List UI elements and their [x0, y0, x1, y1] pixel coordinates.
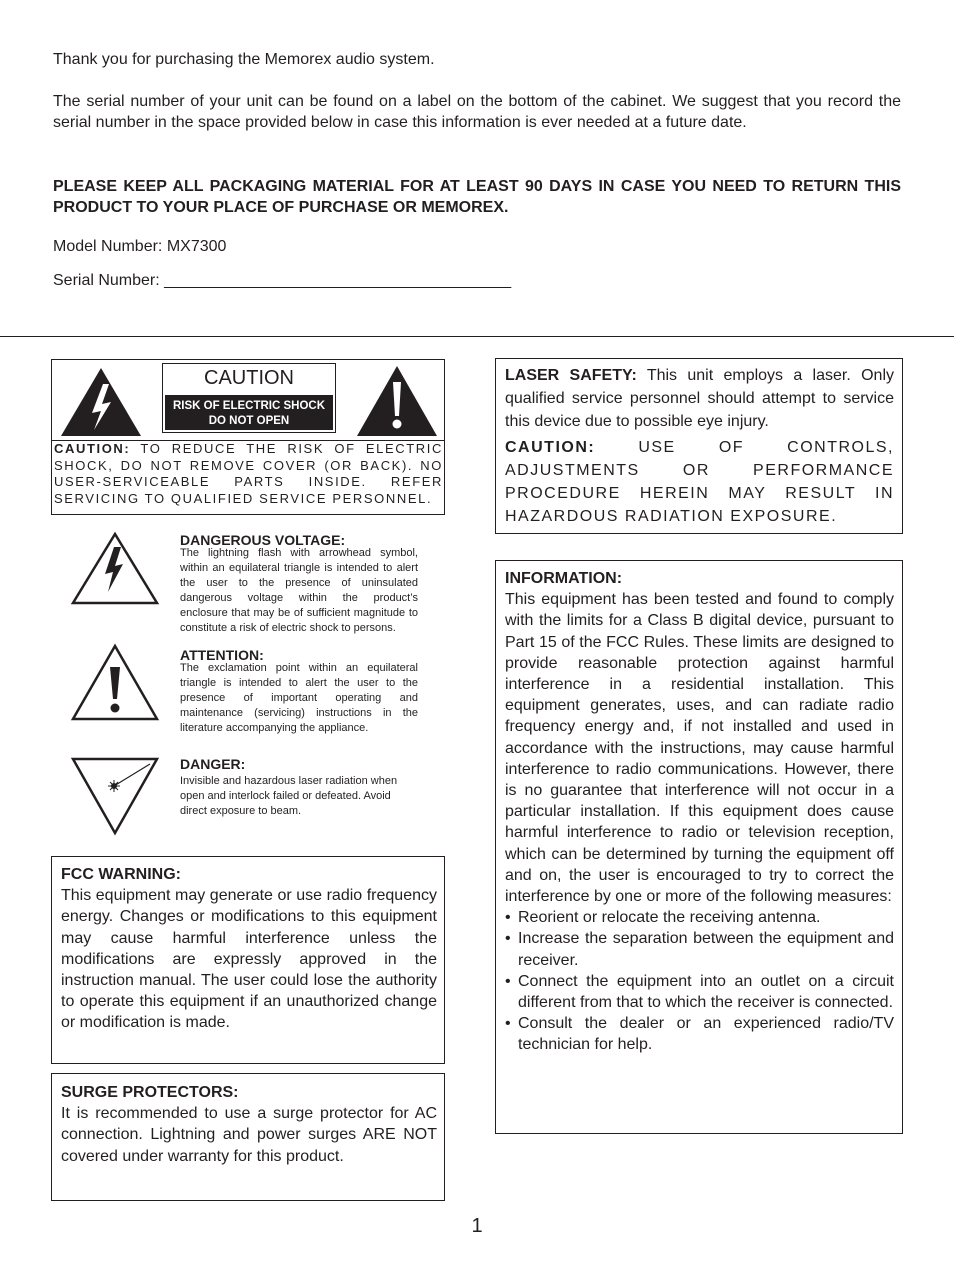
serial-number-label: Serial Number:	[53, 272, 160, 289]
surge-text: It is recommended to use a surge protector for AC connection. Lightning and power surges ARE NOT covered under warranty for this product.	[61, 1105, 437, 1165]
shock-warning-line2: DO NOT OPEN	[208, 415, 290, 427]
intro-serial-note: The serial number of your unit can be found on a label on the bottom of the cabinet. We suggest that you record the serial number in the space provided below in case this information is ever needed at a future date.	[53, 93, 901, 131]
bullet-glyph: •	[505, 909, 511, 927]
laser-caution	[505, 436, 894, 528]
caution-title: CAUTION	[204, 367, 294, 389]
list-item: • Reorient or relocate the receiving antenna.	[505, 907, 894, 928]
dangerous-voltage-heading: DANGEROUS VOLTAGE:	[180, 532, 346, 548]
fcc-warning-box	[51, 856, 445, 1064]
laser-safety-heading: LASER SAFETY:	[505, 367, 637, 384]
danger-text: Invisible and hazardous laser radiation when open and interlock failed or defeated. Avoid direct exposure to beam.	[180, 775, 398, 817]
fcc-warning-content	[61, 864, 437, 1034]
bullet-glyph: •	[505, 972, 511, 990]
intro-thanks: Thank you for purchasing the Memorex audio system.	[53, 51, 435, 68]
surge-content	[61, 1082, 437, 1167]
shock-warning-line1: RISK OF ELECTRIC SHOCK	[172, 400, 326, 412]
bullet-glyph: •	[505, 930, 511, 948]
exclamation-triangle-icon	[70, 643, 160, 721]
model-number-line	[53, 236, 653, 257]
laser-triangle-icon	[70, 756, 160, 836]
information-content	[505, 568, 894, 1056]
caution-text-body: TO REDUCE THE RISK OF ELECTRIC SHOCK, DO NOT REMOVE COVER (OR BACK). NO USER-SERVICEABLE PARTS INSIDE. REFER SERVICING TO QUALIFIED SERVICE PERSONNEL.	[54, 441, 443, 506]
list-item: • Connect the equipment into an outlet on a circuit different from that to which the receiver is connected.	[505, 972, 894, 1012]
laser-safety-box	[495, 358, 903, 534]
intro-packaging-notice: PLEASE KEEP ALL PACKAGING MATERIAL FOR AT LEAST 90 DAYS IN CASE YOU NEED TO RETURN THIS PRODUCT TO YOUR PLACE OF PURCHASE OR MEMOREX.	[53, 178, 901, 216]
caution-box	[51, 359, 445, 515]
bullet-glyph: •	[505, 1015, 511, 1033]
caution-text	[54, 441, 443, 507]
list-item: • Consult the dealer or an experienced radio/TV technician for help.	[505, 1015, 894, 1054]
laser-safety-text: This unit employs a laser. Only qualified service personnel should attempt to service this device due to possible eye injury.	[505, 367, 895, 430]
model-number-label: Model Number:	[53, 238, 163, 255]
information-text: This equipment has been tested and found to comply with the limits for a Class B digital device, pursuant to Part 15 of the FCC Rules. These limits are designed to provide reasonable protection against harmful interference in a residential installation. This equipment generates, uses, and can radiate radio frequency energy and, if not installed and used in accordance with the instructions, may cause harmful interference to radio communications. However, there is no guarantee that interference will not occur in a particular installation. If this equipment does cause harmful interference to radio or television reception, which can be determined by turning the equipment off and on, the user is encouraged to try to correct the interference by one or more of the following measures:	[505, 591, 894, 906]
serial-number-blank: _______________________________________	[164, 272, 512, 289]
list-item: • Increase the separation between the equipment and receiver.	[505, 930, 894, 969]
caution-label-panel	[162, 363, 336, 433]
attention-heading: ATTENTION:	[180, 647, 264, 663]
laser-caution-label: CAUTION:	[505, 439, 596, 456]
information-box	[495, 560, 903, 1134]
information-heading: INFORMATION:	[505, 570, 623, 587]
lightning-triangle-icon	[70, 531, 160, 605]
laser-caution-text: USE OF CONTROLS, ADJUSTMENTS OR PERFORMANCE PROCEDURE HEREIN MAY RESULT IN HAZARDOUS RADIATION EXPOSURE.	[505, 439, 894, 525]
information-bullet-list	[505, 907, 894, 1055]
laser-safety-content	[505, 364, 894, 528]
lightning-triangle-icon	[59, 366, 143, 438]
shock-warning-band	[165, 395, 333, 430]
page-number: 1	[471, 1215, 483, 1237]
surge-heading: SURGE PROTECTORS:	[61, 1084, 239, 1101]
dangerous-voltage-text: The lightning flash with arrowhead symbol, within an equilateral triangle is intended to alert the user to the presence of uninsulated dangerous voltage within the product’s enclosure that may be of sufficient magnitude to constitute a risk of electric shock to persons.	[180, 547, 418, 634]
serial-number-line	[53, 270, 753, 291]
section-divider	[0, 336, 954, 337]
fcc-warning-heading: FCC WARNING:	[61, 866, 181, 883]
caution-text-label: CAUTION:	[54, 441, 131, 456]
fcc-warning-text: This equipment may generate or use radio frequency energy. Changes or modifications to this equipment may cause harmful interference unless the modifications are expressly approved in the instruction manual. The user could lose the authority to operate this equipment if an unauthorized change or modification is made.	[61, 887, 437, 1032]
exclamation-triangle-icon	[355, 364, 439, 438]
surge-protectors-box	[51, 1073, 445, 1201]
model-number-value: MX7300	[166, 238, 227, 255]
attention-text: The exclamation point within an equilateral triangle is intended to alert the user to the presence of important operating and maintenance (servicing) instructions in the literature accompanying the appliance.	[180, 662, 418, 734]
danger-heading: DANGER:	[180, 756, 246, 772]
